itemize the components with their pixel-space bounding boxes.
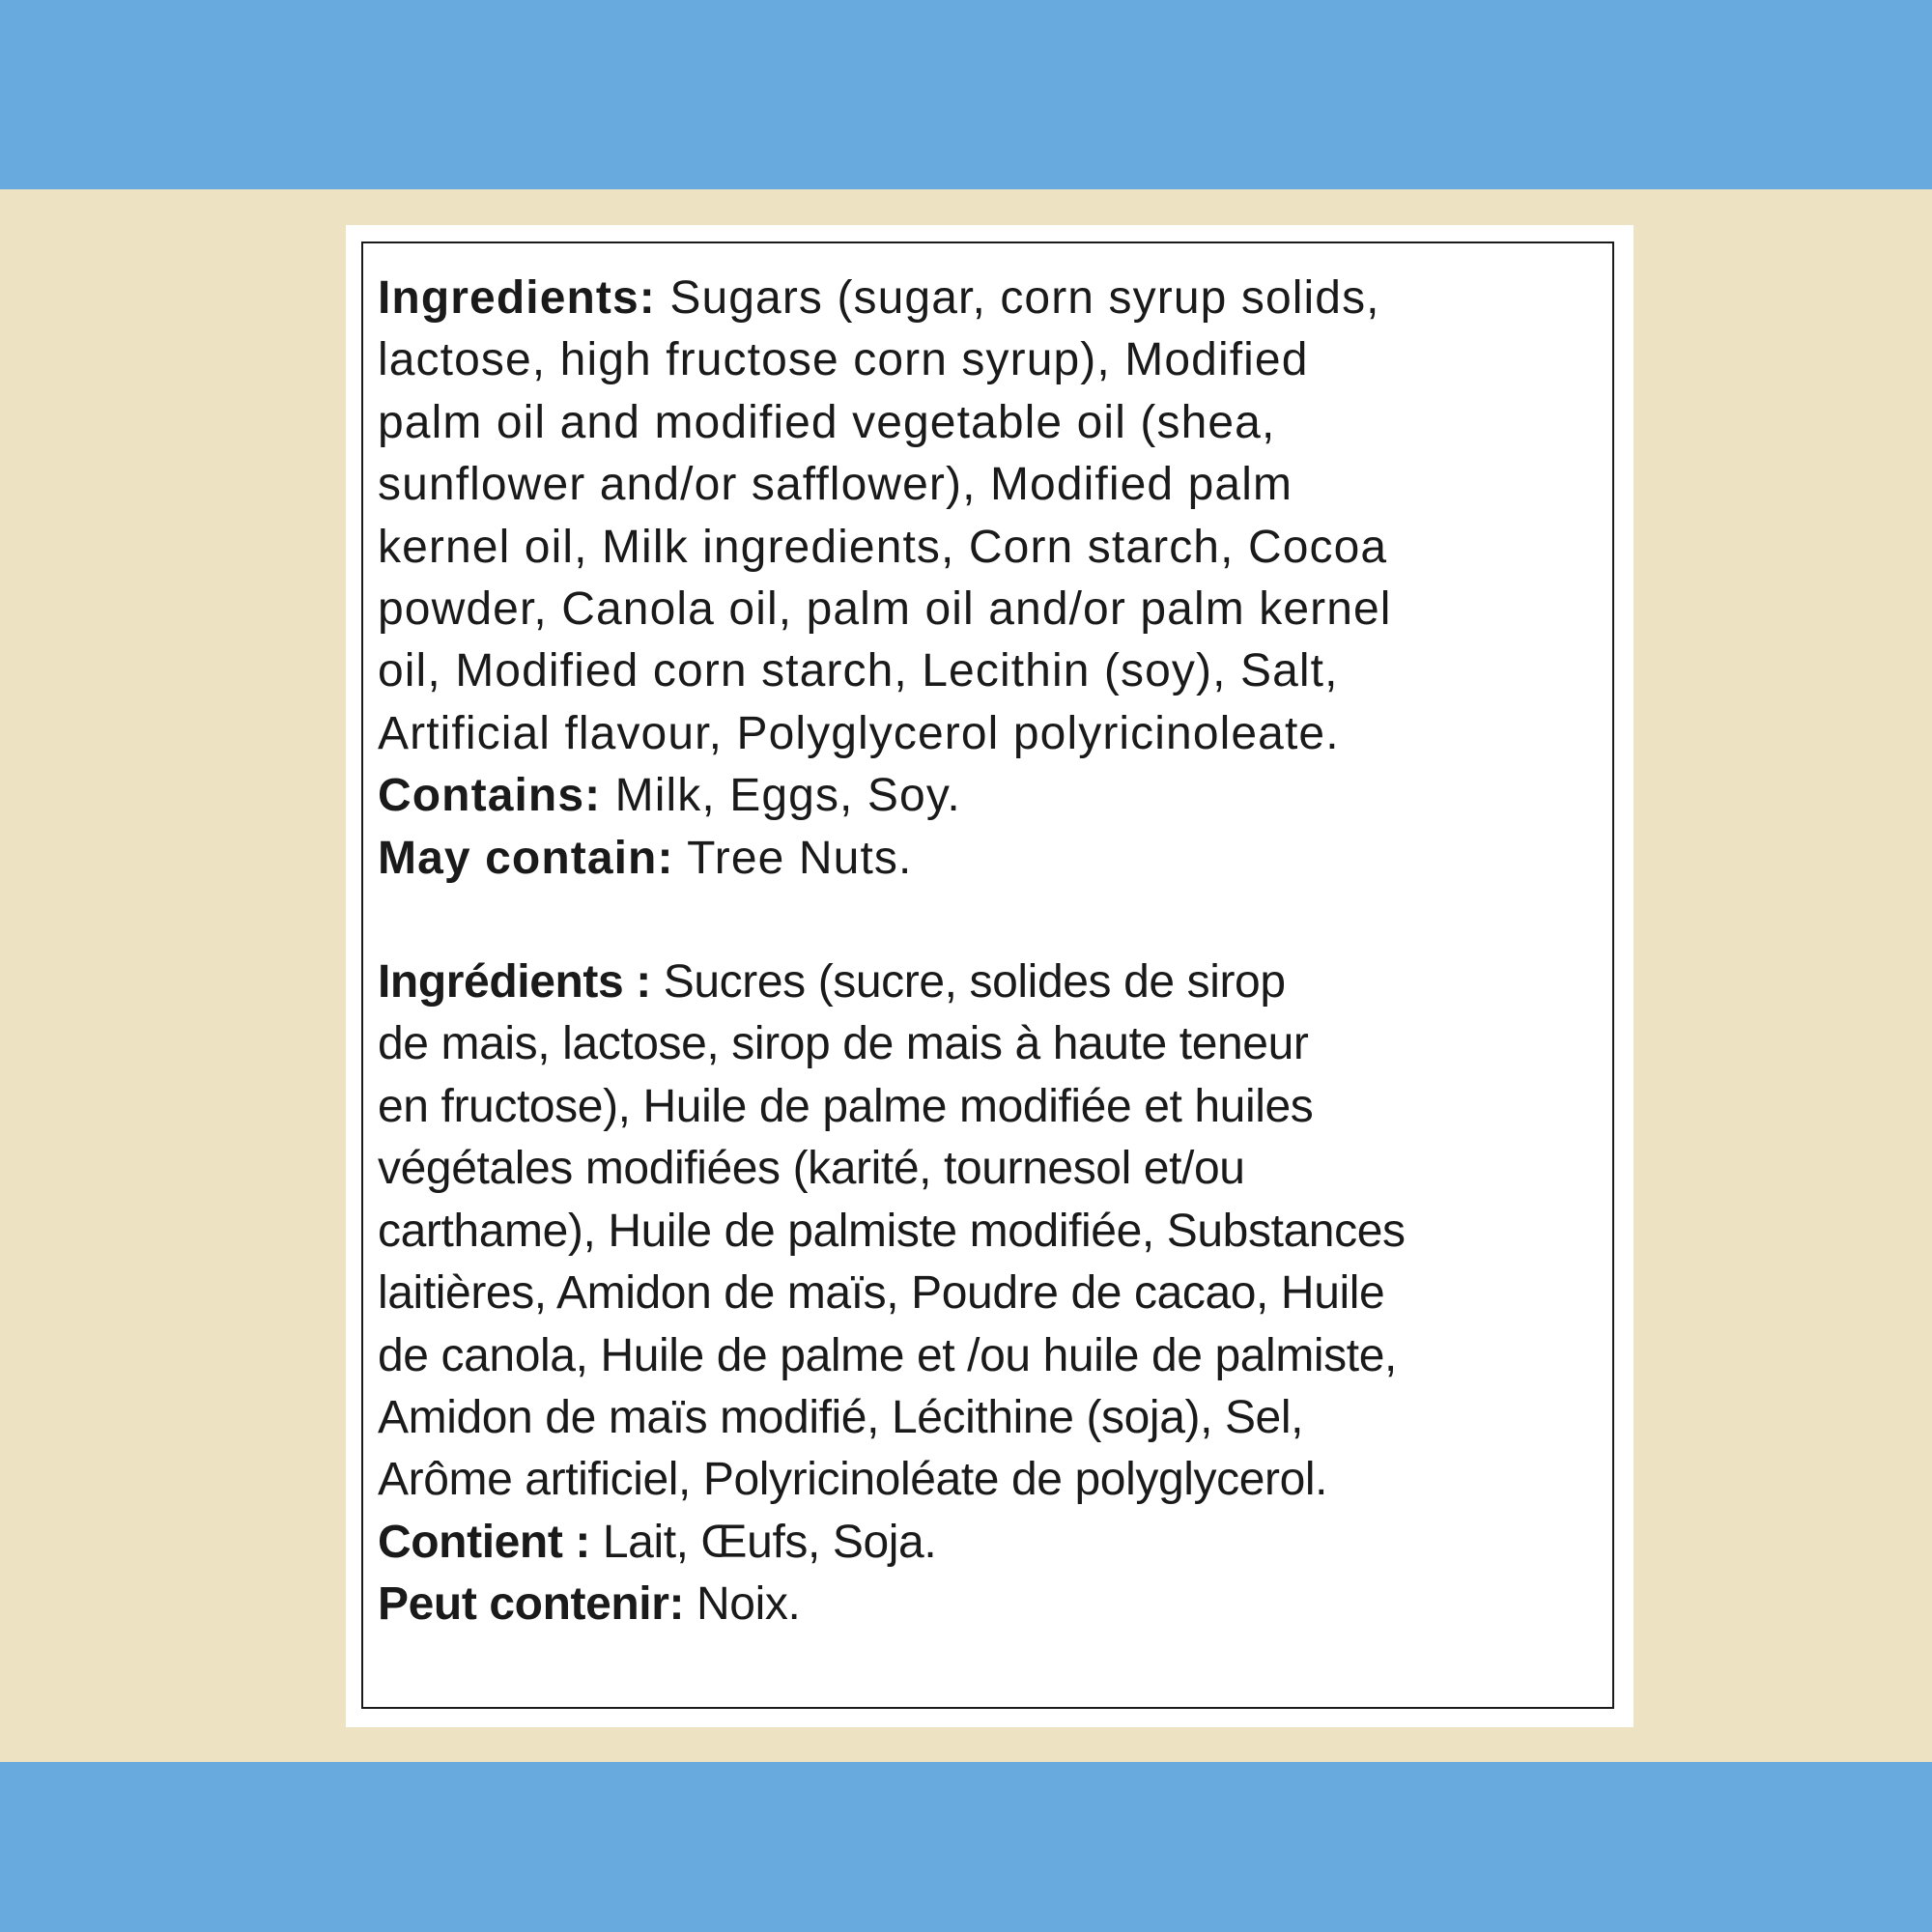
french-ingredients-line: de mais, lactose, sirop de mais à haute teneur (378, 1018, 1309, 1070)
french-ingredients-line (378, 952, 1614, 1013)
french-ingredients-line: Amidon de maïs modifié, Lécithine (soja), Sel, (378, 1391, 1304, 1443)
bottom-blue-band (0, 1762, 1932, 1932)
english-ingredients-line: Artificial flavour, Polyglycerol polyricinoleate. (378, 707, 1340, 759)
french-may-contain-text: Noix. (684, 1578, 801, 1631)
english-ingredients-line: kernel oil, Milk ingredients, Corn starch, Cocoa (378, 521, 1388, 573)
english-ingredients-line: oil, Modified corn starch, Lecithin (soy), Salt, (378, 645, 1339, 697)
french-contains-heading: Contient : (378, 1516, 590, 1568)
french-ingredients-text: Sucres (sucre, solides de sirop (650, 956, 1286, 1009)
english-ingredients-line: lactose, high fructose corn syrup), Modified (378, 334, 1309, 386)
french-ingredients-line: en fructose), Huile de palme modifiée et huiles (378, 1080, 1314, 1132)
french-may-contain-heading: Peut contenir: (378, 1578, 685, 1631)
french-ingredients-line: de canola, Huile de palme et /ou huile de palmiste, (378, 1329, 1397, 1381)
english-ingredients-line: sunflower and/or safflower), Modified palm (378, 459, 1293, 511)
english-contains-text: Milk, Eggs, Soy. (601, 770, 961, 822)
english-may-contain-text: Tree Nuts. (673, 832, 913, 884)
french-ingredients-line: Arôme artificiel, Polyricinoléate de polyglycerol. (378, 1454, 1328, 1506)
english-ingredients-line: palm oil and modified vegetable oil (shea, (378, 396, 1276, 448)
ingredients-label-text (378, 268, 1614, 1636)
english-ingredients-heading: Ingredients: (378, 272, 656, 324)
french-ingredients-line: végétales modifiées (karité, tournesol et/ou (378, 1143, 1245, 1195)
english-ingredients-line (378, 268, 1614, 329)
english-section (378, 268, 1614, 890)
french-contains-text: Lait, Œufs, Soja. (589, 1516, 937, 1568)
english-contains-heading: Contains: (378, 770, 602, 822)
french-ingredients-heading: Ingrédients : (378, 956, 651, 1009)
french-ingredients-line: carthame), Huile de palmiste modifiée, Substances (378, 1205, 1406, 1257)
top-blue-band (0, 0, 1932, 189)
french-ingredients-line: laitières, Amidon de maïs, Poudre de cacao, Huile (378, 1267, 1385, 1320)
french-contains-line (378, 1512, 1614, 1574)
french-section (378, 952, 1614, 1635)
english-may-contain-heading: May contain: (378, 832, 674, 884)
english-contains-line (378, 765, 1614, 827)
english-may-contain-line (378, 828, 1614, 890)
french-may-contain-line (378, 1574, 1614, 1635)
english-ingredients-text: Sugars (sugar, corn syrup solids, (655, 272, 1380, 324)
english-ingredients-line: powder, Canola oil, palm oil and/or palm kernel (378, 583, 1392, 636)
section-spacer (378, 890, 1614, 952)
